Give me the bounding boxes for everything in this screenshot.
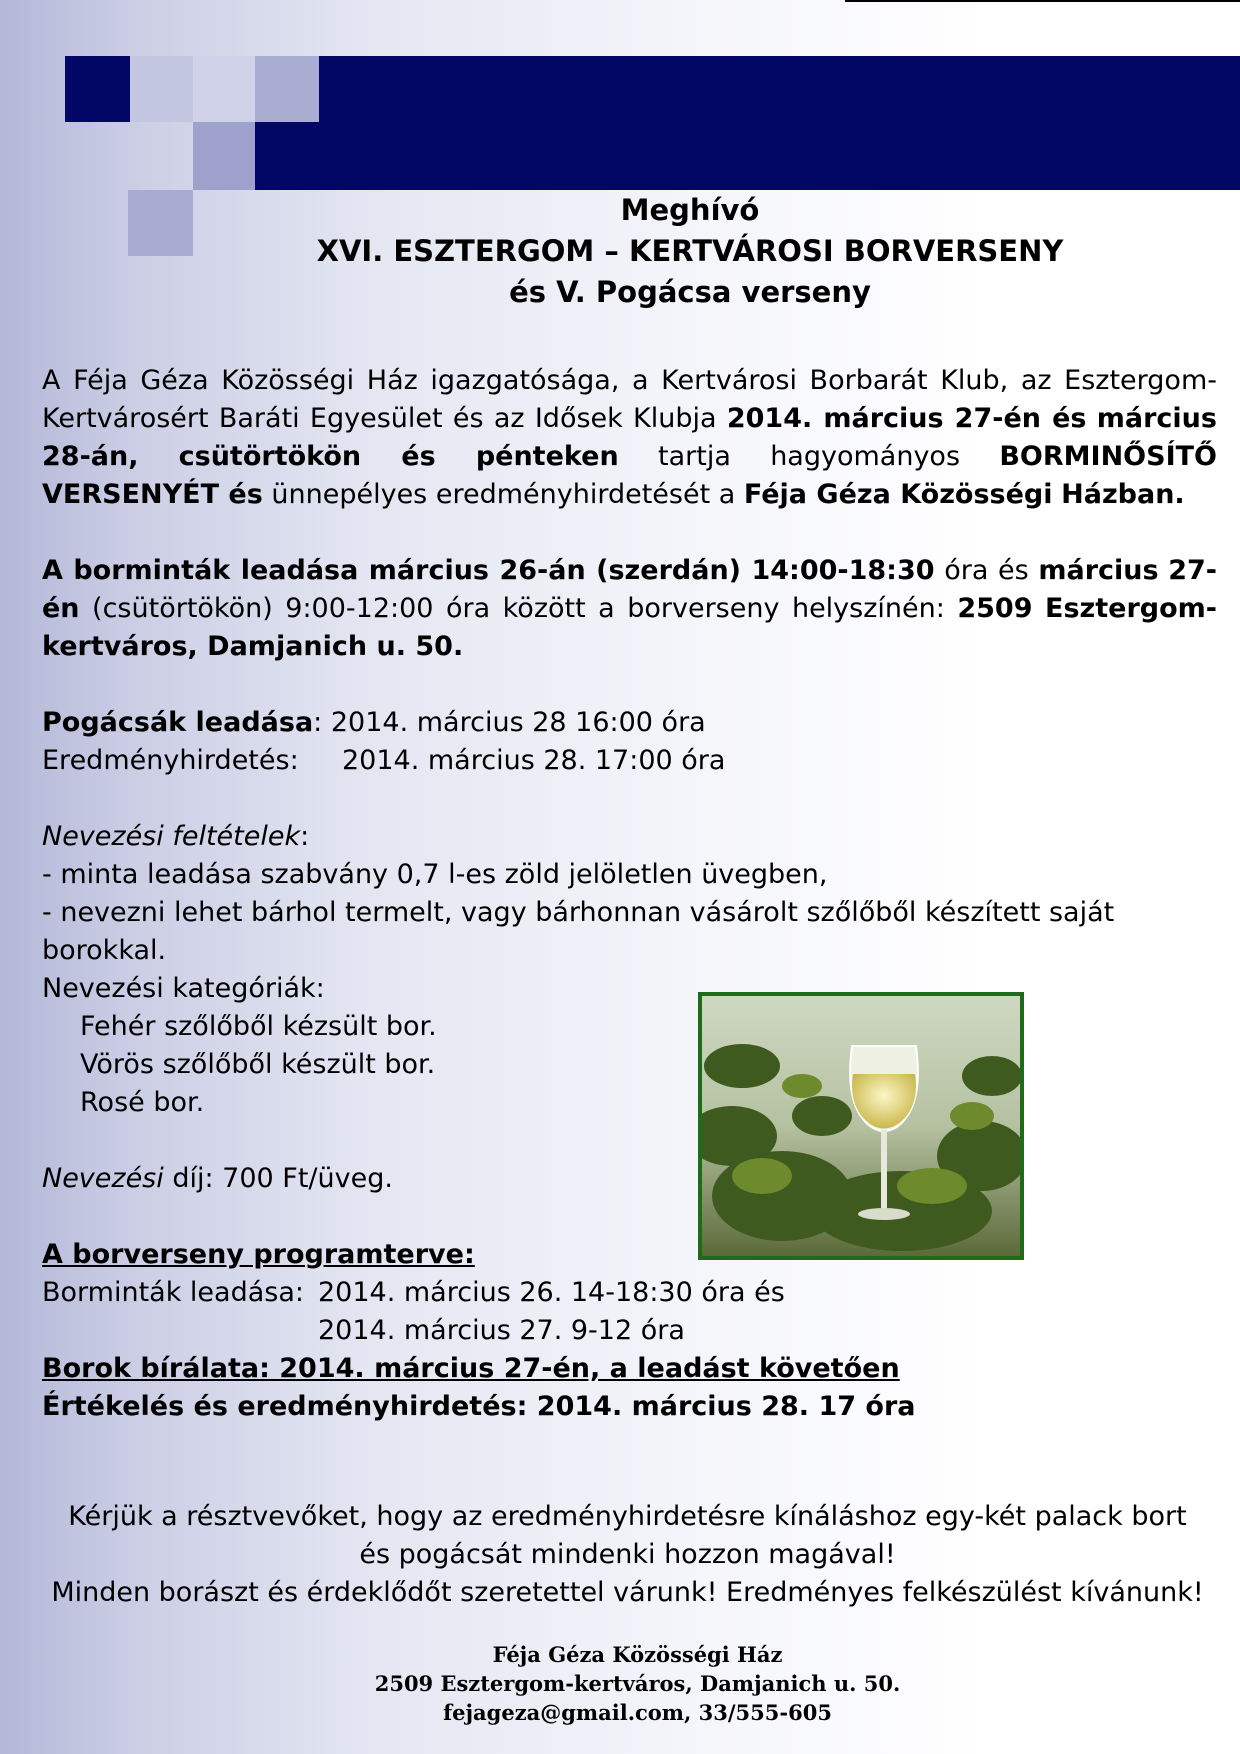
program-results: Értékelés és eredményhirdetés: 2014. március 28. 17 óra	[42, 1391, 916, 1422]
program-line	[42, 1312, 1217, 1350]
intro-text: tartja hagyományos	[618, 441, 1000, 472]
top-rule	[845, 0, 1240, 2]
conditions-heading	[42, 818, 1217, 856]
delivery-text: 27-én	[42, 555, 1218, 624]
delivery-text: március	[1038, 555, 1159, 586]
categories-heading: Nevezési kategóriák:	[42, 973, 325, 1004]
category-item: Vörös szőlőből készült bor.	[80, 1049, 436, 1080]
intro-paragraph	[42, 362, 1217, 514]
intro-date: 2014. március 27-én és	[726, 403, 1087, 434]
wine-glass-photo	[698, 992, 1024, 1260]
result-label: Eredményhirdetés:	[42, 745, 299, 776]
category-item: Fehér szőlőből kézsült bor.	[80, 1011, 437, 1042]
result-line	[42, 742, 1217, 780]
condition-item: - minta leadása szabvány 0,7 l-es zöld jelöletlen üvegben,	[42, 859, 828, 890]
pogacsa-line	[42, 704, 1217, 742]
footer-address: 2509 Esztergom-kertváros, Damjanich u. 50.	[374, 1671, 901, 1696]
decor-square	[128, 190, 193, 256]
fee-line	[42, 1160, 1217, 1198]
decor-square	[130, 56, 193, 122]
decor-square	[193, 56, 255, 122]
closing-line: Minden borászt és érdeklődőt szeretettel várunk! Eredményes felkészülést kívánunk!	[51, 1577, 1204, 1608]
footer-contact	[300, 1640, 975, 1727]
program-value: 2014. március 26. 14-18:30 óra és	[318, 1277, 785, 1308]
condition-item-continued: borokkal.	[42, 935, 167, 966]
delivery-text: (csütörtökön) 9:00-12:00 óra között a borverseny helyszínén:	[79, 593, 958, 624]
conditions-colon: :	[300, 821, 310, 852]
footer-email-phone: fejageza@gmail.com, 33/555-605	[443, 1700, 832, 1725]
main-content	[42, 362, 1217, 1426]
closing-message	[30, 1498, 1225, 1612]
closing-line: Kérjük a résztvevőket, hogy az eredményhirdetésre kínáláshoz egy-két palack bort	[68, 1501, 1187, 1532]
result-value: 2014. március 28. 17:00 óra	[342, 745, 726, 776]
program-judging: Borok bírálata: 2014. március 27-én, a leadást követően	[42, 1353, 900, 1384]
fee-value: díj: 700 Ft/üveg.	[163, 1163, 393, 1194]
title-line-3: és V. Pogácsa verseny	[509, 275, 871, 309]
program-label: Borminták leadása:	[42, 1277, 304, 1308]
category-item: Rosé bor.	[80, 1087, 205, 1118]
program-line	[42, 1274, 1217, 1312]
intro-highlight: VERSENYÉT és	[42, 479, 263, 510]
pogacsa-colon: :	[313, 707, 323, 738]
wine-glass-image	[702, 996, 1020, 1256]
closing-line: és pogácsát mindenki hozzon magával!	[359, 1539, 896, 1570]
decor-square	[65, 56, 130, 122]
delivery-address: 2509	[957, 593, 1033, 624]
delivery-text: A borminták leadása március 26-án (szerdán) 14:00-18:30	[42, 555, 935, 586]
condition-item: - nevezni lehet bárhol termelt, vagy bárhonnan vásárolt szőlőből készített saját	[42, 897, 1115, 928]
intro-highlight: BORMINŐSÍTŐ	[999, 441, 1217, 472]
intro-venue: Házban.	[1061, 479, 1185, 510]
footer-name: Féja Géza Közösségi Ház	[492, 1642, 783, 1667]
intro-text: ünnepélyes eredményhirdetését a	[262, 479, 744, 510]
pogacsa-value: 2014. március 28 16:00 óra	[330, 707, 706, 738]
header-banner	[255, 56, 1240, 190]
delivery-address: Esztergom-kertváros, Damjanich u. 50.	[42, 593, 1217, 662]
title-line-2: XVI. ESZTERGOM – KERTVÁROSI BORVERSENY	[316, 234, 1064, 268]
delivery-paragraph	[42, 552, 1217, 666]
title-line-1: Meghívó	[620, 193, 760, 227]
invitation-title	[230, 190, 1150, 313]
program-value: 2014. március 27. 9-12 óra	[318, 1315, 685, 1346]
pogacsa-label: Pogácsák leadása	[42, 707, 314, 738]
decor-square	[193, 122, 255, 190]
intro-venue: Féja Géza Közösségi	[743, 479, 1053, 510]
conditions-heading-text: Nevezési feltételek	[42, 821, 301, 852]
intro-days: március 28-án, csütörtökön és pénteken	[42, 403, 1217, 472]
intro-text: Kertvárosért Baráti Egyesület és az Idősek Klubja	[42, 403, 727, 434]
program-heading: A borverseny programterve:	[42, 1239, 475, 1270]
intro-text: A Féja Géza Közösségi Ház igazgatósága, a Kertvárosi Borbarát Klub, az Esztergom-	[42, 365, 1217, 396]
decor-square	[255, 56, 319, 122]
fee-label: Nevezési	[42, 1163, 164, 1194]
delivery-text: óra és	[934, 555, 1039, 586]
